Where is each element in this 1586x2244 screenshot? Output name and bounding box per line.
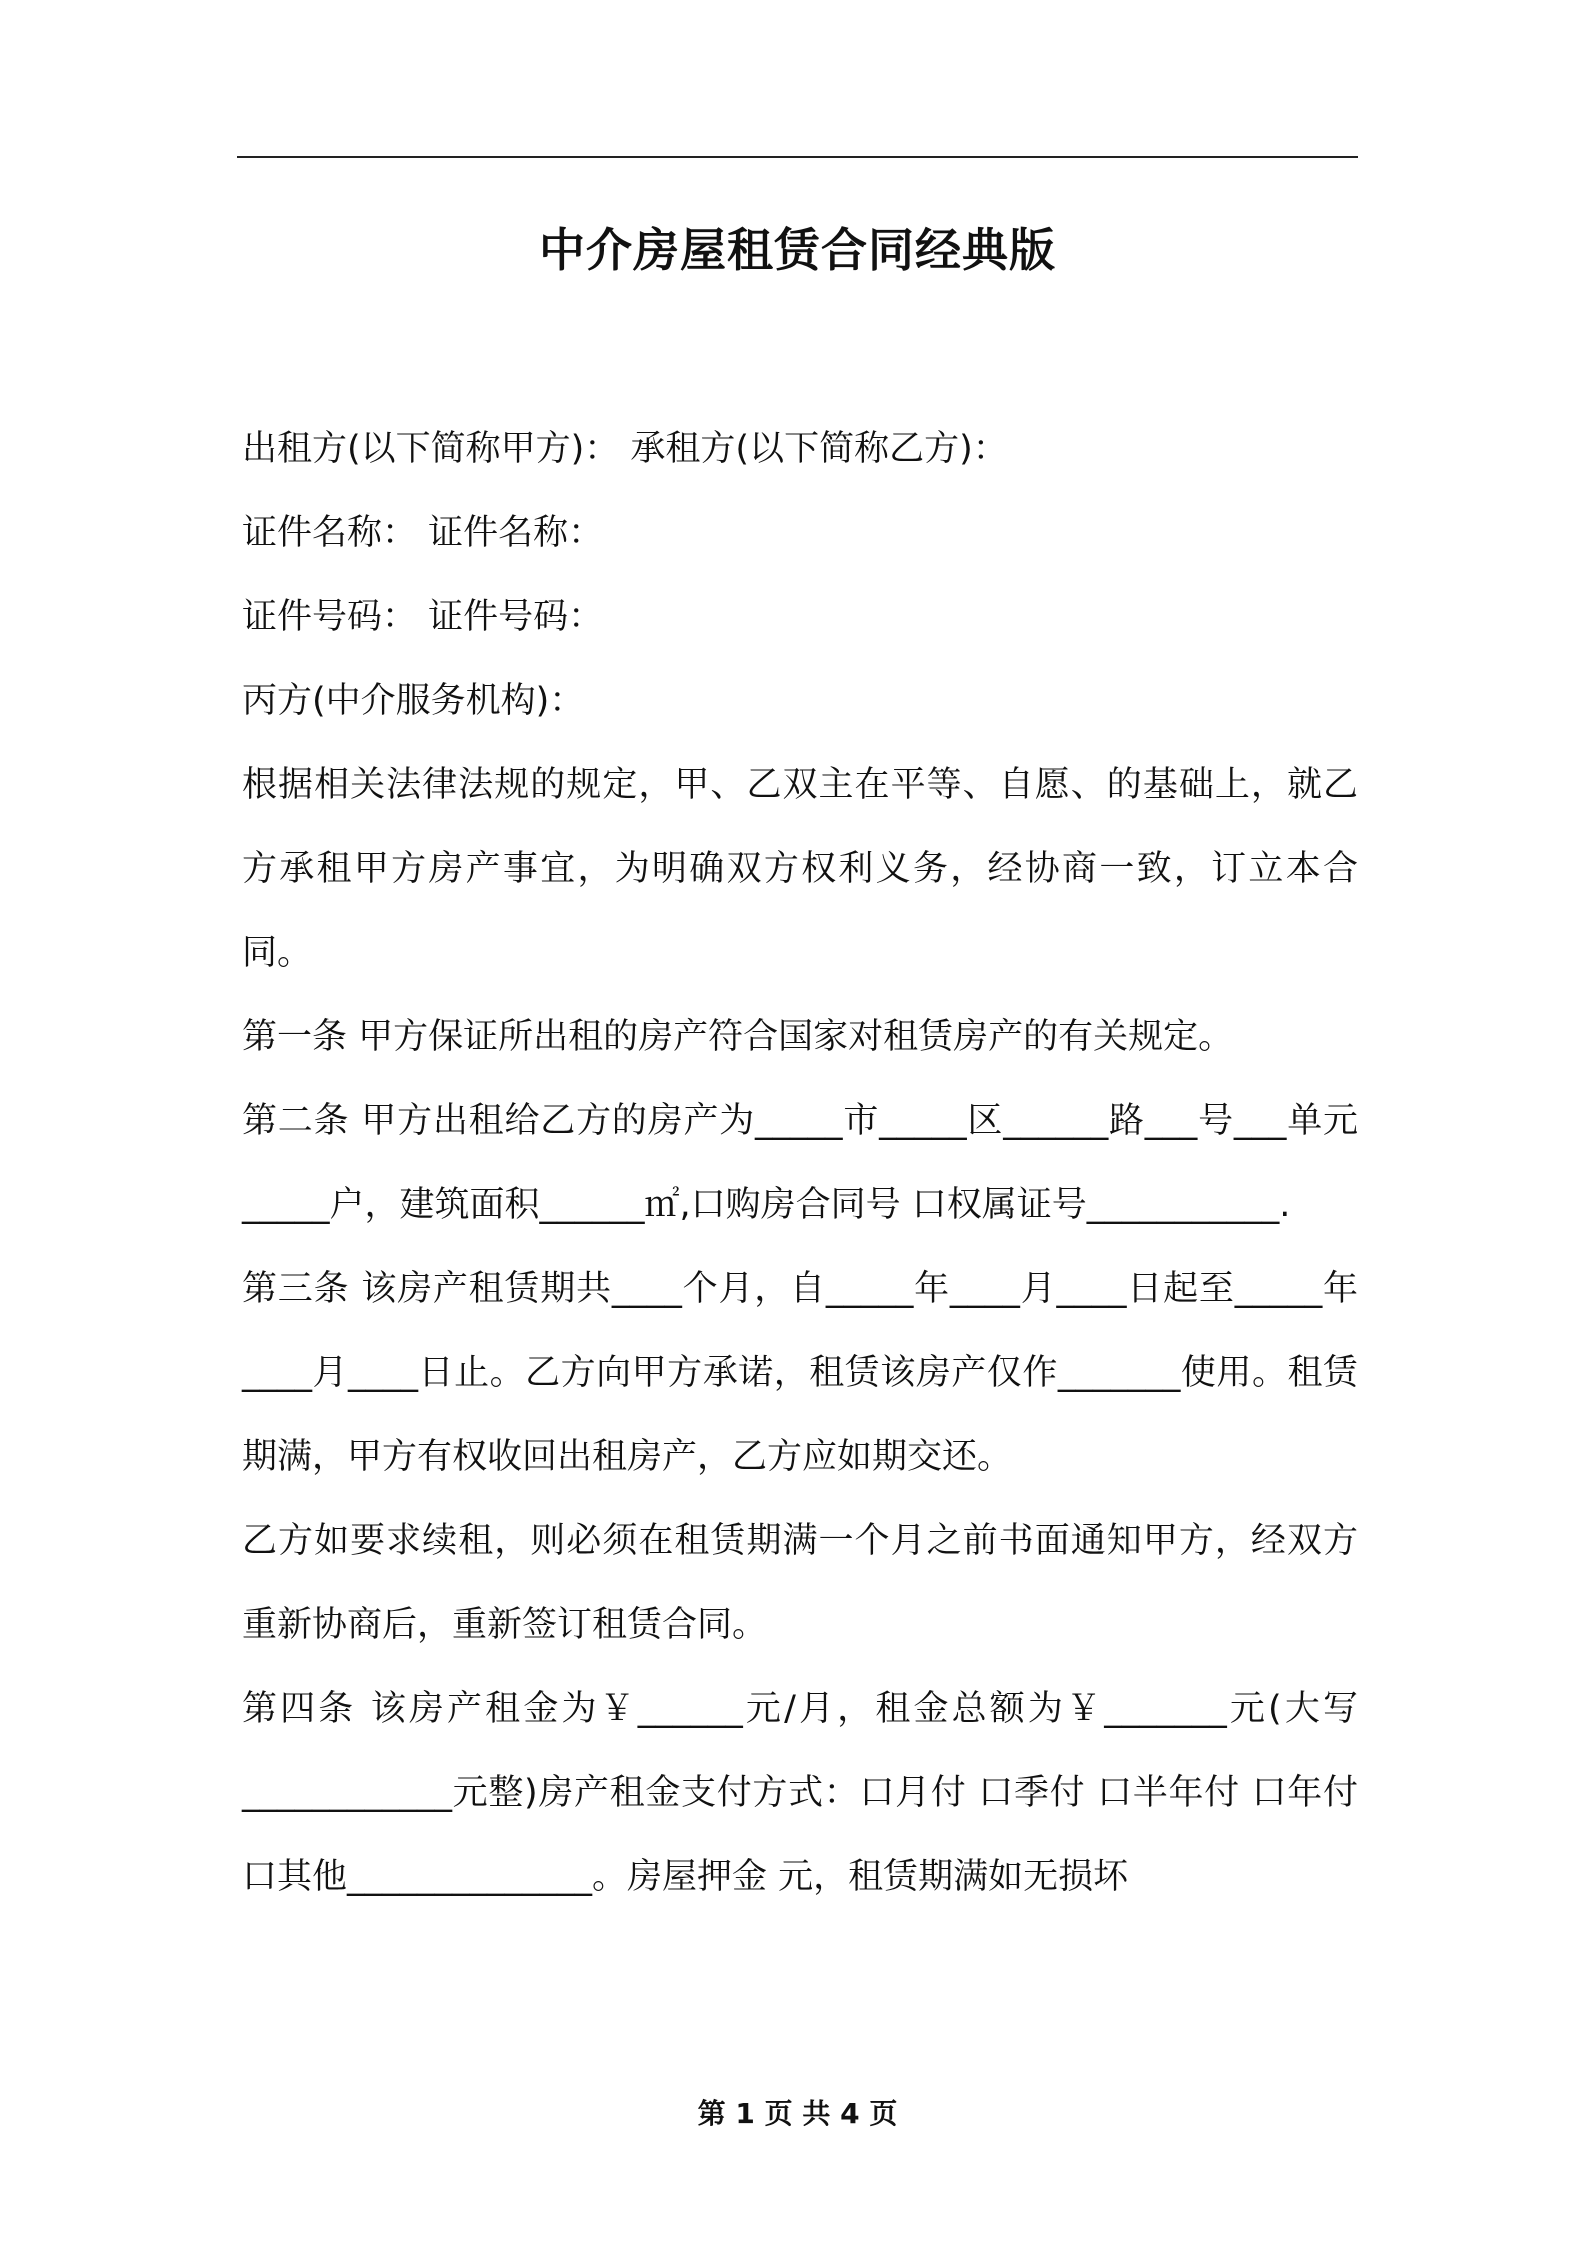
header-rule: [237, 156, 1358, 158]
paragraph-article-2: 第二条 甲方出租给乙方的房产为_____市_____区______路___号___单元_____户，建筑面积______㎡,口购房合同号 口权属证号___________.: [242, 1101, 1358, 1225]
document-body: [242, 407, 1358, 1919]
paragraph-id-name: 证件名称： 证件名称：: [242, 513, 604, 553]
paragraph-renewal: 乙方如要求续租，则必须在租赁期满一个月之前书面通知甲方，经双方重新协商后，重新签订租赁合同。: [242, 1521, 1358, 1645]
document-title: 中介房屋租赁合同经典版: [539, 223, 1056, 277]
page-footer: 第 1 页 共 4 页: [697, 2097, 898, 2130]
paragraph-id-number: 证件号码： 证件号码：: [242, 597, 604, 637]
paragraph-agency: 丙方(中介服务机构)：: [242, 681, 585, 721]
paragraph-preamble: 根据相关法律法规的规定，甲、乙双主在平等、自愿、的基础上，就乙方承租甲方房产事宜，为明确双方权利义务，经协商一致，订立本合同。: [242, 765, 1358, 973]
paragraph-article-3: 第三条 该房产租赁期共____个月，自_____年____月____日起至_____年____月____日止。乙方向甲方承诺，租赁该房产仅作_______使用。租赁期满，甲方有权收回出租房产，乙方应如期交还。: [242, 1269, 1358, 1477]
paragraph-article-1: 第一条 甲方保证所出租的房产符合国家对租赁房产的有关规定。: [242, 1017, 1234, 1057]
paragraph-article-4: 第四条 该房产租金为￥______元/月，租金总额为￥_______元(大写____________元整)房产租金支付方式：口月付 口季付 口半年付 口年付 口其他______________。房屋押金 元，租赁期满如无损坏: [242, 1689, 1358, 1897]
paragraph-parties: 出租方(以下简称甲方)： 承租方(以下简称乙方)：: [242, 429, 1008, 469]
